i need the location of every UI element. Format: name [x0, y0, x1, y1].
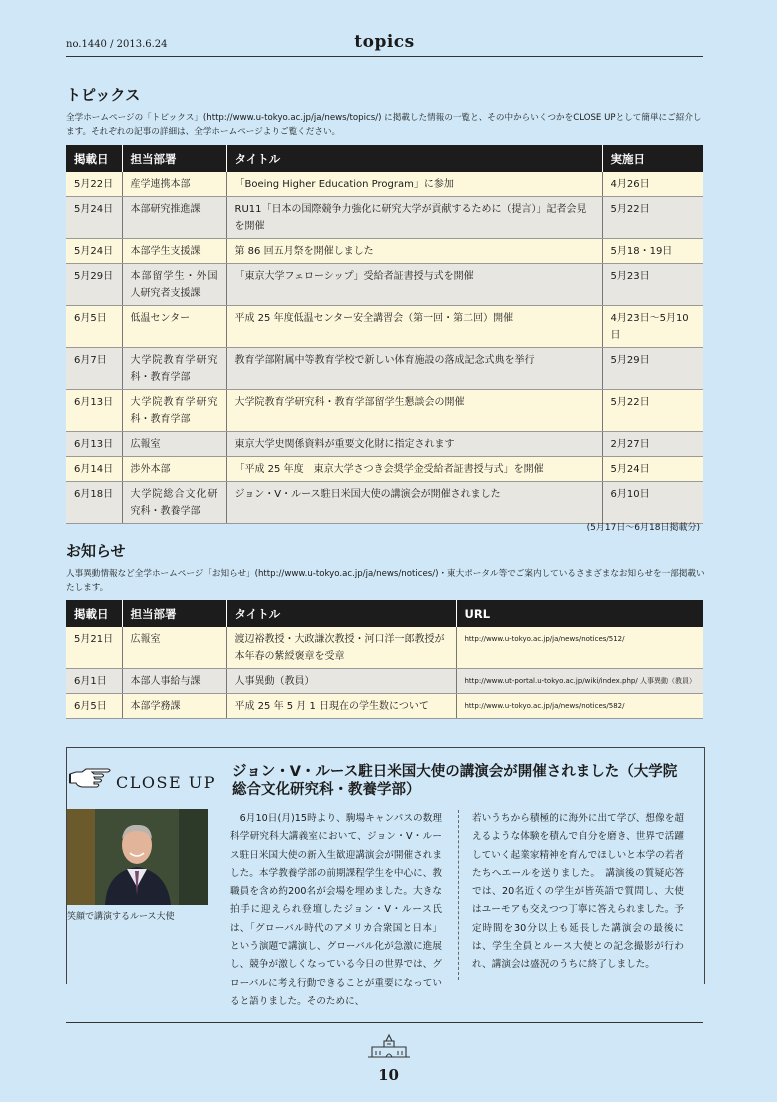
col-header-title: タイトル: [226, 145, 602, 172]
table-row: 6月18日 大学院総合文化研究科・教養学部 ジョン・V・ルース駐日米国大使の講演会が開催されました 6月10日: [66, 482, 703, 524]
col-header-held: 実施日: [602, 145, 703, 172]
col-header-url: URL: [456, 600, 703, 627]
table-row: 6月14日 渉外本部 「平成 25 年度 東京大学さつき会奨学金受給者証書授与式」を開催 5月24日: [66, 457, 703, 482]
closeup-title: ジョン・V・ルース駐日米国大使の講演会が開催されました（大学院総合文化研究科・教養学部）: [232, 764, 678, 798]
table-row: 6月13日 広報室 東京大学史関係資料が重要文化財に指定されます 2月27日: [66, 432, 703, 457]
col-header-dept: 担当部署: [122, 145, 226, 172]
topics-intro: 全学ホームページの「トピックス」(http://www.u-tokyo.ac.jp/ja/news/topics/) に掲載した情報の一覧と、その中からいくつかをCLOSE UPとして簡単にご紹介します。それぞれの記事の詳細は、全学ホームページよりご覧ください。: [66, 113, 702, 137]
notice-url[interactable]: http://www.u-tokyo.ac.jp/ja/news/notices/582/: [456, 694, 703, 719]
issue-number: no.1440 / 2013.6.24: [66, 39, 168, 50]
table-row: 5月24日 本部学生支援課 第 86 回五月祭を開催しました 5月18・19日: [66, 239, 703, 264]
footer-rule: [66, 1022, 703, 1023]
page-header: [66, 32, 703, 57]
table-row: 6月5日 本部学務課 平成 25 年 5 月 1 日現在の学生数について http://www.u-tokyo.ac.jp/ja/news/notices/582/: [66, 694, 703, 719]
table-header-row: [66, 600, 703, 627]
photo-caption: 笑顔で講演するルース大使: [67, 912, 175, 922]
notices-heading: お知らせ: [66, 542, 126, 560]
table-row: 5月24日 本部研究推進課 RU11「日本の国際競争力強化に研究大学が貢献するために（提言）」記者会見を開催 5月22日: [66, 197, 703, 239]
article-text-1: 6月10日(月)15時より、駒場キャンパスの数理科学研究科大講義室において、ジョン・V・ルース駐日米国大使の新入生歓迎講演会が開催されました。本学教養学部の前期課程学生を中心に、教職員を含め約200名が会場を埋めました。大きな拍手に迎えられ登壇したジョン・V・ルース氏は、「グローバル時代のアメリカ合衆国と日本」という演題で講演し、グローバル化が急激に進展し、競争が激しくなっている今日の世界では、グローバルに考え行動できることが重要になっていると語りました。そのために、: [230, 813, 442, 1007]
col-header-date: 掲載日: [66, 600, 122, 627]
period-note: (5月17日～6月18日掲載分): [586, 523, 700, 533]
page-number: 10: [378, 1066, 399, 1084]
pointing-hand-icon: [68, 766, 114, 788]
table-row: 6月7日 大学院教育学研究科・教育学部 教育学部附属中等教育学校で新しい体育施設の落成記念式典を挙行 5月29日: [66, 348, 703, 390]
col-header-dept: 担当部署: [122, 600, 226, 627]
col-header-date: 掲載日: [66, 145, 122, 172]
topics-heading: トピックス: [66, 86, 141, 104]
col-header-title: タイトル: [226, 600, 456, 627]
table-row: 6月13日 大学院教育学研究科・教育学部 大学院教育学研究科・教育学部留学生懇談会の開催 5月22日: [66, 390, 703, 432]
article-column-1: [230, 810, 442, 1011]
ambassador-photo: [67, 809, 208, 905]
university-building-icon: [366, 1033, 412, 1059]
article-column-2: [472, 810, 684, 975]
article-text-2: 若いうちから積極的に海外に出て学び、想像を超えるような体験を積んで自分を磨き、世界で活躍していく起業家精神を育んでほしいと本学の若者たちへエールを送りました。 講演後の質疑応答では、20名近くの学生が皆英語で質問し、大使はユーモアも交えつつ丁寧に答えられました。予定時間を30分以上も延長した講演会の最後には、学生全員とルース大使との記念撮影が行われ、講演会は盛況のうちに終了しました。: [472, 813, 684, 971]
notices-table: [66, 600, 703, 719]
notices-intro: 人事異動情報など全学ホームページ「お知らせ」(http://www.u-tokyo.ac.jp/ja/news/notices/)・東大ポータル等でご案内しているさまざまなお知らせを一部掲載いたします。: [66, 569, 705, 593]
section-title: topics: [354, 32, 415, 52]
table-row: 5月22日 産学連携本部 「Boeing Higher Education Program」に参加 4月26日: [66, 172, 703, 197]
closeup-label: CLOSE UP: [116, 773, 216, 792]
table-header-row: [66, 145, 703, 172]
table-row: 6月1日 本部人事給与課 人事異動（教員） http://www.ut-portal.u-tokyo.ac.jp/wiki/index.php/ 人事異動（教員）: [66, 669, 703, 694]
table-row: 6月5日 低温センター 平成 25 年度低温センター安全講習会（第一回・第二回）開催 4月23日～5月10日: [66, 306, 703, 348]
notice-url[interactable]: http://www.ut-portal.u-tokyo.ac.jp/wiki/index.php/ 人事異動（教員）: [456, 669, 703, 694]
table-row: 5月21日 広報室 渡辺裕教授・大政謙次教授・河口洋一郎教授が本年春の紫綬褒章を受章 http://www.u-tokyo.ac.jp/ja/news/notices/512/: [66, 627, 703, 669]
notice-url[interactable]: http://www.u-tokyo.ac.jp/ja/news/notices/512/: [456, 627, 703, 669]
table-row: 5月29日 本部留学生・外国人研究者支援課 「東京大学フェローシップ」受給者証書授与式を開催 5月23日: [66, 264, 703, 306]
topics-table: [66, 145, 703, 524]
column-divider: [458, 810, 459, 980]
